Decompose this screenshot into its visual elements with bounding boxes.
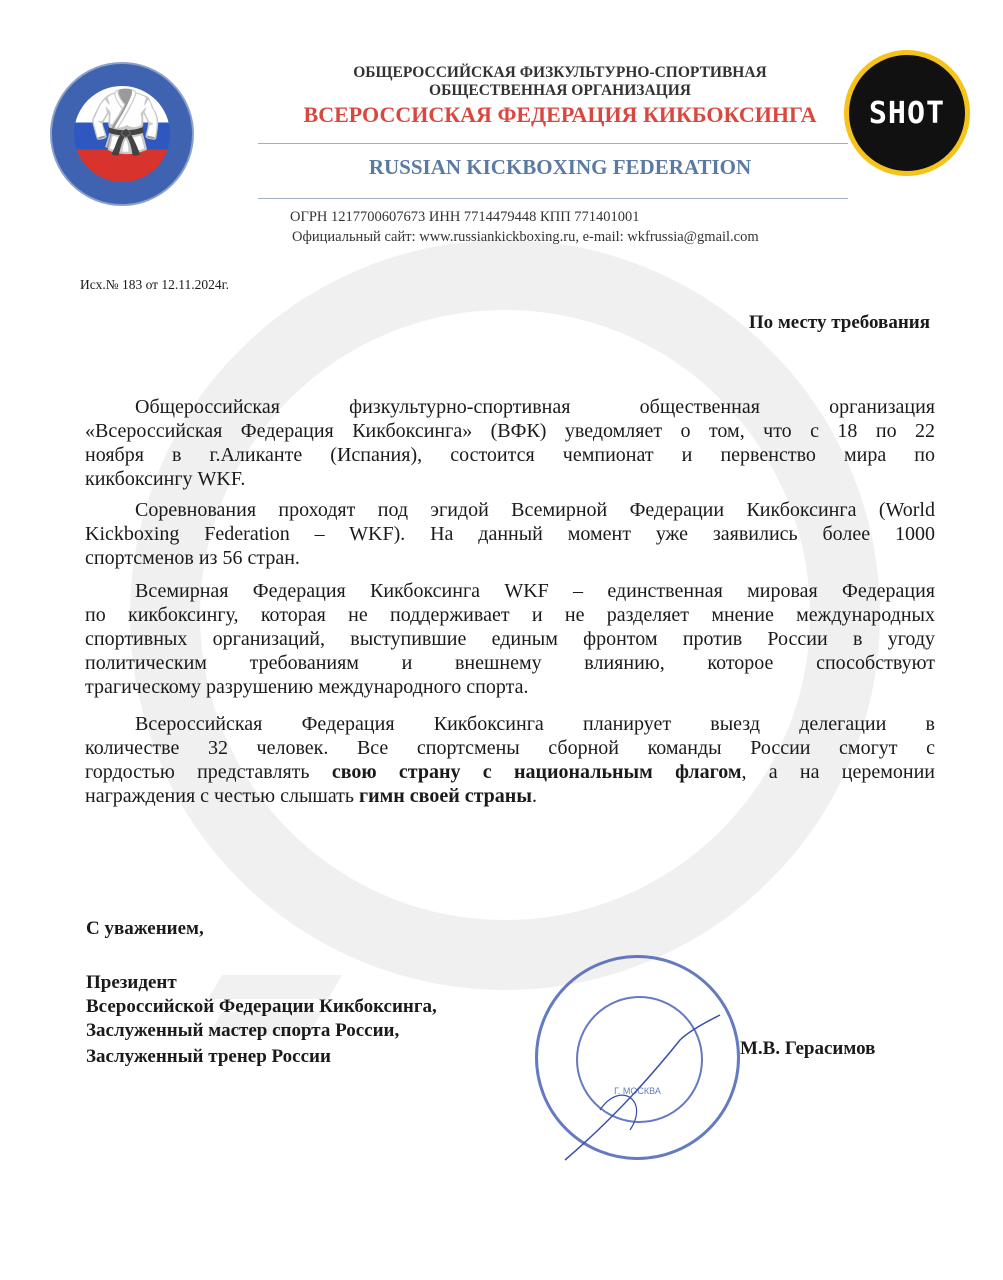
org-name-ru: ВСЕРОССИСКАЯ ФЕДЕРАЦИЯ КИКБОКСИНГА xyxy=(303,102,817,127)
outgoing-ref: Исх.№ 183 от 12.11.2024г. xyxy=(80,277,230,292)
text: награждения с честью слышать xyxy=(85,785,360,807)
registration-numbers: ОГРН 1217700607673 ИНН 7714479448 КПП 771401001 xyxy=(290,209,640,225)
text-line: Общероссийская физкультурно-спортивная общественная организация xyxy=(135,396,935,418)
text: , а на церемонии xyxy=(741,761,935,783)
text: . xyxy=(531,785,537,807)
signatory-name: М.В. Герасимов xyxy=(740,1038,876,1059)
kickboxer-icon: 🥋 xyxy=(88,89,163,155)
shot-watermark-logo: SHOT xyxy=(844,50,970,176)
text-line xyxy=(85,784,935,808)
text: гордостью представлять xyxy=(85,761,332,783)
text-line: «Всероссийская Федерация Кикбоксинга» (ВФК) уведомляет о том, что с 18 по 22 xyxy=(85,420,935,442)
paragraph-3 xyxy=(85,579,935,699)
text-line: Kickboxing Federation – WKF). На данный момент уже заявились более 1000 xyxy=(85,523,935,545)
contacts: Официальный сайт: www.russiankickboxing.ru, e-mail: wkfrussia@gmail.com xyxy=(292,229,759,245)
paragraph-2 xyxy=(85,498,935,570)
text-line: кикбоксингу WKF. xyxy=(85,468,246,490)
text-line: Соревнования проходят под эгидой Всемирной Федерации Кикбоксинга (World xyxy=(135,499,935,521)
paragraph-4 xyxy=(85,712,935,808)
text-line: количестве 32 человек. Все спортсмены сборной команды России смогут с xyxy=(85,737,935,759)
text-line: политическим требованиям и внешнему влиянию, которое способствуют xyxy=(85,652,935,674)
signatory-title: Президент xyxy=(86,972,177,993)
closing: С уважением, xyxy=(86,918,204,939)
signatory-title: Всероссийской Федерации Кикбоксинга, xyxy=(86,996,437,1017)
signature xyxy=(560,1010,730,1170)
bold-text: гимн своей страны xyxy=(359,785,532,807)
text-line: ноября в г.Аликанте (Испания), состоится чемпионат и первенство мира по xyxy=(85,444,935,466)
text-line: спортивных организаций, выступившие единым фронтом против России в угоду xyxy=(85,628,935,650)
text-line: Всероссийская Федерация Кикбоксинга планирует выезд делегации в xyxy=(135,713,935,735)
federation-logo xyxy=(50,62,194,206)
org-line-1: ОБЩЕРОССИЙСКАЯ ФИЗКУЛЬТУРНО-СПОРТИВНАЯ xyxy=(353,64,767,81)
signatory-title: Заслуженный мастер спорта России, xyxy=(86,1020,400,1041)
bold-text: свою страну с национальным флагом xyxy=(331,761,742,783)
stamp-city: Г. МОСКВА xyxy=(614,1086,661,1096)
text-line: трагическому разрушению международного спорта. xyxy=(85,676,529,698)
text-line xyxy=(85,760,935,784)
text-line: по кикбоксингу, которая не поддерживает и не разделяет мнение международных xyxy=(85,604,935,626)
text-line: Всемирная Федерация Кикбоксинга WKF – единственная мировая Федерация xyxy=(135,580,935,602)
text-line: спортсменов из 56 стран. xyxy=(85,547,300,569)
org-name-en: RUSSIAN KICKBOXING FEDERATION xyxy=(368,155,752,179)
paragraph-1 xyxy=(85,395,935,491)
divider xyxy=(258,143,848,144)
signatory-title: Заслуженный тренер России xyxy=(86,1046,331,1067)
addressee: По месту требования xyxy=(748,312,930,333)
org-line-2: ОБЩЕСТВЕННАЯ ОРГАНИЗАЦИЯ xyxy=(429,82,691,99)
divider xyxy=(258,198,848,199)
